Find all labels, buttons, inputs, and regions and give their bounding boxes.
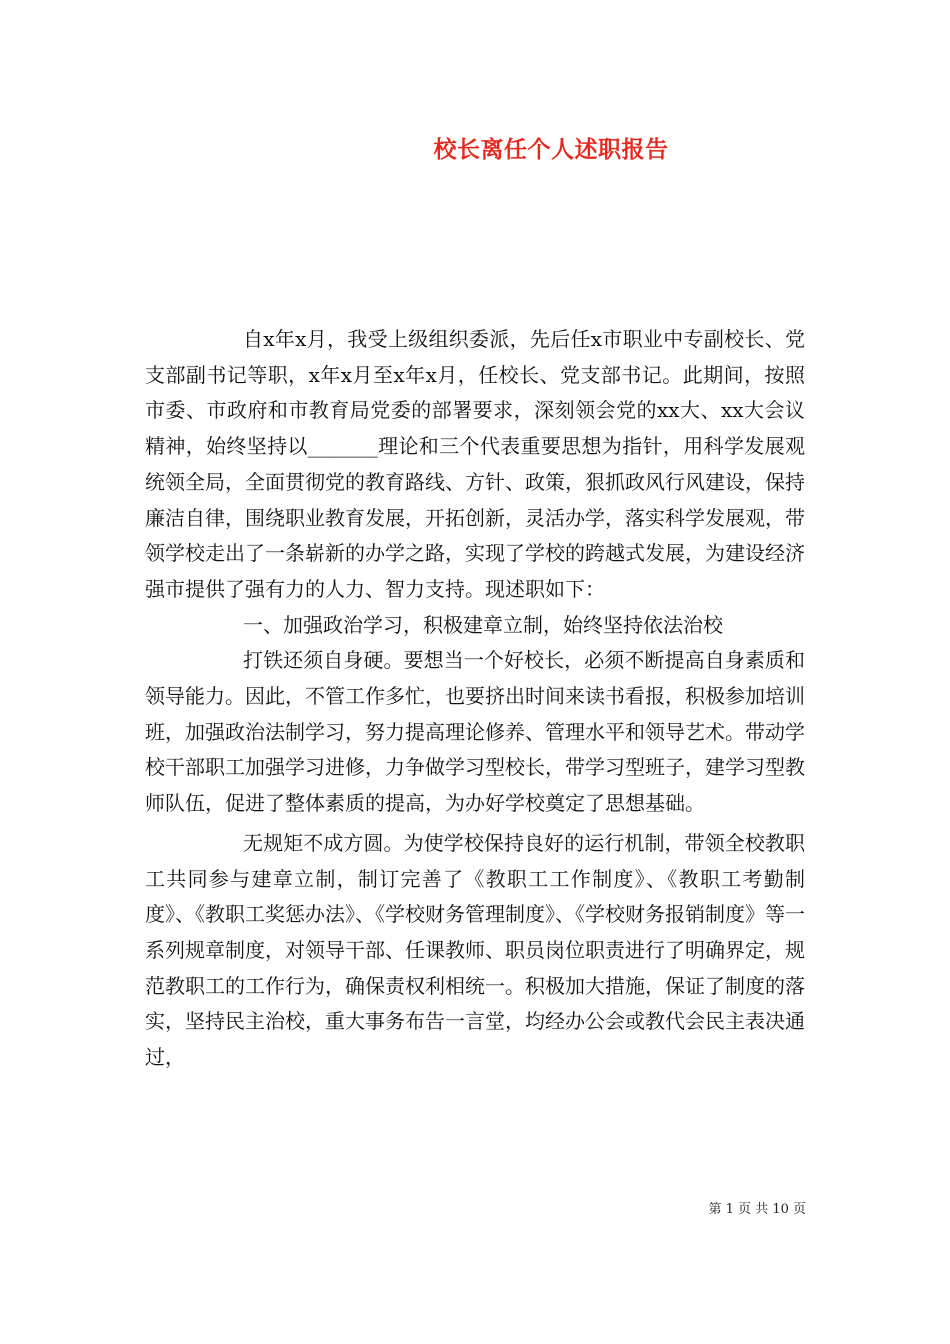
intro-paragraph: 自x年x月，我受上级组织委派，先后任x市职业中专副校长、党支部副书记等职，x年x月至x年x月，任校长、党支部书记。此期间，按照市委、市政府和市教育局党委的部署要求，深刻领会党的xx大、xx大会议精神，始终坚持以_______理论和三个代表重要思想为指针，用科学发展观统领全局，全面贯彻党的教育路线、方针、政策，狠抓政风行风建设，保持廉洁自律，围绕职业教育发展，开拓创新，灵活办学，落实科学发展观，带领学校走出了一条崭新的办学之路，实现了学校的跨越式发展，为建设经济强市提供了强有力的人力、智力支持。现述职如下： — [145, 327, 805, 601]
section-1-paragraph-2: 无规矩不成方圆。为使学校保持良好的运行机制，带领全校教职工共同参与建章立制，制订完善了《教职工工作制度》、《教职工考勤制度》、《教职工奖惩办法》、《学校财务管理制度》、《学校财务报销制度》等一系列规章制度，对领导干部、任课教师、职员岗位职责进行了明确界定，规范教职工的工作行为，确保责权利相统一。积极加大措施，保证了制度的落实，坚持民主治校，重大事务布告一言堂，均经办公会或教代会民主表决通过， — [145, 830, 805, 1070]
page-number: 第 1 页 共 10 页 — [708, 1202, 806, 1217]
section-1-heading: 一、加强政治学习，积极建章立制，始终坚持依法治校 — [243, 612, 723, 637]
section-1-paragraph-1: 打铁还须自身硬。要想当一个好校长，必须不断提高自身素质和领导能力。因此，不管工作多忙，也要挤出时间来读书看报，积极参加培训班，加强政治法制学习，努力提高理论修养、管理水平和领导艺术。带动学校干部职工加强学习进修，力争做学习型校长，带学习型班子，建学习型教师队伍，促进了整体素质的提高，为办好学校奠定了思想基础。 — [145, 648, 805, 816]
document-title: 校长离任个人述职报告 — [433, 136, 669, 163]
document-body — [145, 322, 805, 1076]
